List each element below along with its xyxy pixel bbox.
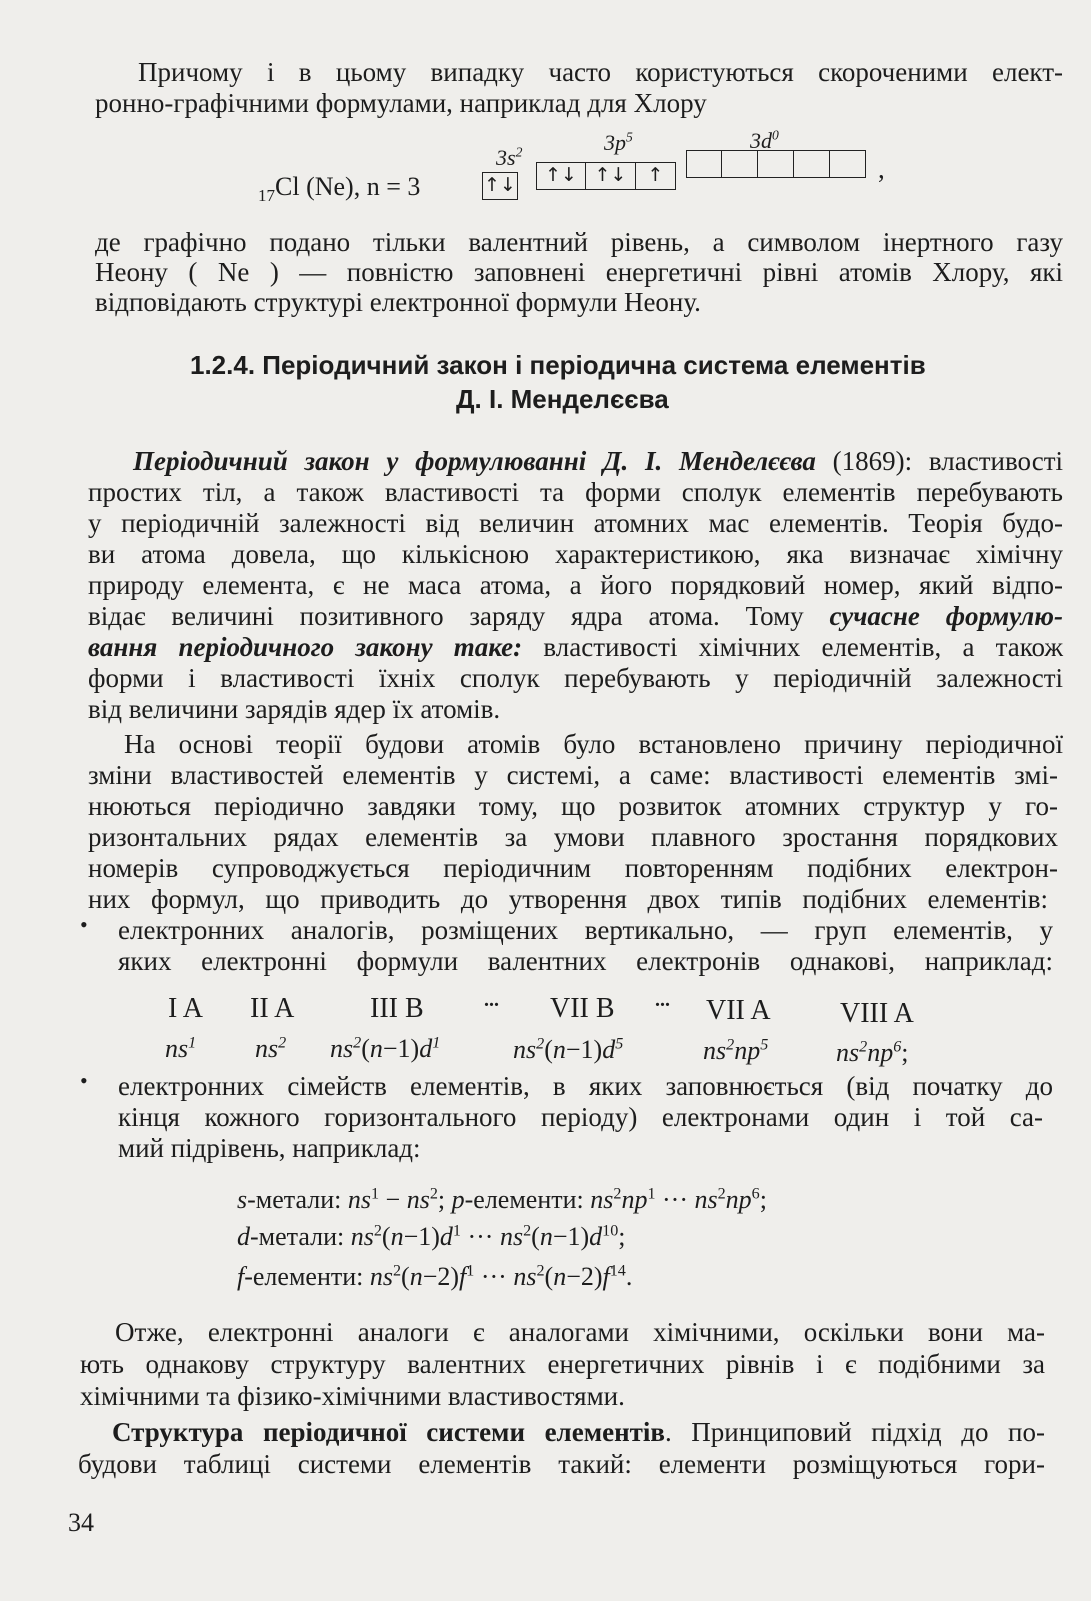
- after-config-line-3: відповідають структурі електронної формули Неону.: [95, 287, 701, 317]
- cause-line-3: нюються періодично завдяки тому, що розвиток атомних структур у го-: [88, 791, 1058, 821]
- law-line-4: ви атома довела, що кількісною характеристикою, яка визначає хімічну: [88, 539, 1063, 569]
- orbital-label-3d: $3d^0$: [750, 127, 779, 153]
- law-line-6: [88, 602, 1063, 631]
- orbital-cell: [758, 150, 794, 178]
- intro-line-2: ронно-графічними формулами, наприклад для Хлору: [95, 88, 707, 118]
- orbital-box-3d: [686, 150, 866, 178]
- after-config-line-1: де графічно подано тільки валентний рівень, а символом інертного газу: [95, 227, 1063, 257]
- law-modern-bold-a: сучасне формулю-: [803, 601, 1063, 631]
- law-modern-rest: властивості хімічних елементів, а також: [522, 632, 1063, 662]
- group-name: VII B: [550, 993, 615, 1024]
- cause-line-5: номерів супроводжується періодичним повторенням подібних електрон-: [88, 853, 1058, 883]
- orbital-label-3s: $3s^2$: [496, 144, 523, 170]
- orbital-cell: ↑↓: [482, 172, 518, 200]
- bullet2-line-3: мий підрівень, наприклад:: [118, 1133, 421, 1163]
- intro-line-1: Причому і в цьому випадку часто користуються скороченими елект-: [138, 57, 1063, 87]
- section-title-line-1: 1.2.4. Періодичний закон і періодична система елементів: [190, 350, 926, 380]
- bullet1-line-1: електронних аналогів, розміщених вертикально, — груп елементів, у: [118, 915, 1053, 945]
- group-name: I A: [168, 993, 203, 1024]
- group-ellipsis: ...: [484, 989, 499, 1011]
- law-lead-rest: (1869): властивості: [815, 446, 1063, 476]
- group-formula-iiib: $ns^2(n-1)d^1$: [330, 1034, 441, 1063]
- orbital-label-3p: $3p^5$: [604, 129, 633, 155]
- config-trailing-comma: ,: [878, 154, 885, 184]
- config-formula: [258, 172, 420, 210]
- cause-line-2: зміни властивостей елементів у системі, а саме: властивості елементів змі-: [88, 760, 1058, 790]
- law-line-1: [133, 447, 1063, 476]
- orbital-cell: [794, 150, 830, 178]
- section-title-line-2: Д. І. Менделєєва: [456, 384, 669, 414]
- group-name: II A: [250, 993, 295, 1024]
- orbital-cell: [686, 150, 722, 178]
- conclusion-line-1: Отже, електронні аналоги є аналогами хімічними, оскільки вони ма-: [115, 1317, 1045, 1347]
- law-modern-bold-b: вання періодичного закону таке:: [88, 632, 523, 662]
- bullet2-line-1: електронних сімейств елементів, в яких заповнюється (від початку до: [118, 1071, 1053, 1101]
- group-formula-ia: $ns^1$: [165, 1034, 197, 1063]
- conclusion-line-2: ють однакову структуру валентних енергетичних рівнів і є подібними за: [80, 1349, 1045, 1379]
- group-name: VIII A: [840, 998, 914, 1029]
- law-line-9: від величини зарядів ядер їх атомів.: [88, 694, 501, 724]
- page-number: 34: [68, 1508, 94, 1537]
- group-ellipsis: ...: [655, 989, 670, 1011]
- orbital-cell: [722, 150, 758, 178]
- group-formula-viia: $ns^2np^5$: [703, 1036, 769, 1065]
- law-line-5: природу елемента, є не маса атома, а його порядковий номер, який відпо-: [88, 570, 1063, 600]
- orbital-cell: ↑↓: [536, 162, 586, 190]
- after-config-line-2: Неону ( Ne ) — повністю заповнені енергетичні рівні атомів Хлору, які: [95, 257, 1063, 287]
- group-name: VII A: [706, 995, 771, 1026]
- bullet1-line-2: яких електронні формули валентних електронів однакові, наприклад:: [118, 946, 1053, 976]
- orbital-box-3p: [536, 162, 676, 190]
- config-formula-main: Cl (Ne), n = 3: [275, 172, 421, 201]
- bullet-icon: •: [80, 912, 88, 937]
- group-formula-viib: $ns^2(n-1)d^5$: [513, 1035, 624, 1064]
- family-s-p: s-метали: $ns^1 - ns^2$; p-елементи: $ns^2np^1$ ··· $ns^2np^6$;: [237, 1185, 767, 1214]
- orbital-box-3s: [482, 172, 518, 200]
- law-line-6-text: відає величині позитивного заряду ядра атома. Тому: [88, 601, 804, 631]
- cause-line-4: ризонтальних рядах елементів за умови плавного зростання порядкових: [88, 822, 1058, 852]
- structure-bold: Структура періодичної системи елементів: [112, 1417, 665, 1447]
- structure-rest: . Принциповий підхід до по-: [664, 1417, 1045, 1447]
- group-formula-viiia: $ns^2np^6$;: [836, 1038, 909, 1067]
- group-name: III B: [370, 993, 424, 1024]
- orbital-cell: ↑↓: [586, 162, 636, 190]
- orbital-cell: [830, 150, 866, 178]
- law-line-8: форми і властивості їхніх сполук перебувають у періодичній залежності: [88, 663, 1063, 693]
- law-line-7: [88, 633, 1063, 662]
- orbital-cell: ↑: [636, 162, 676, 190]
- bullet2-line-2: кінця кожного горизонтального періоду) електронами один і той са-: [118, 1102, 1043, 1132]
- group-formula-iia: $ns^2$: [255, 1034, 287, 1063]
- structure-line-1: [112, 1418, 1045, 1447]
- law-lead-bold: Періодичний закон у формулюванні Д. І. Менделєєва: [133, 446, 816, 476]
- bullet-icon: •: [80, 1068, 88, 1093]
- conclusion-line-3: хімічними та фізико-хімічними властивостями.: [80, 1381, 625, 1411]
- family-f: f-елементи: $ns^2(n-2)f^1$ ··· $ns^2(n-2)f^{14}$.: [237, 1262, 633, 1291]
- law-line-2: простих тіл, а також властивості та форми сполук елементів перебувають: [88, 477, 1063, 507]
- law-line-3: у періодичній залежності від величин атомних мас елементів. Теорія будо-: [88, 508, 1063, 538]
- cause-line-6: них формул, що приводить до утворення двох типів подібних елементів:: [88, 884, 1048, 914]
- cause-line-1: На основі теорії будови атомів було встановлено причину періодичної: [124, 729, 1063, 759]
- structure-line-2: будови таблиці системи елементів такий: елементи розміщуються гори-: [78, 1449, 1045, 1479]
- family-d: d-метали: $ns^2(n-1)d^1$ ··· $ns^2(n-1)d^{10}$;: [237, 1222, 626, 1251]
- config-formula-subscript: 17: [258, 186, 275, 206]
